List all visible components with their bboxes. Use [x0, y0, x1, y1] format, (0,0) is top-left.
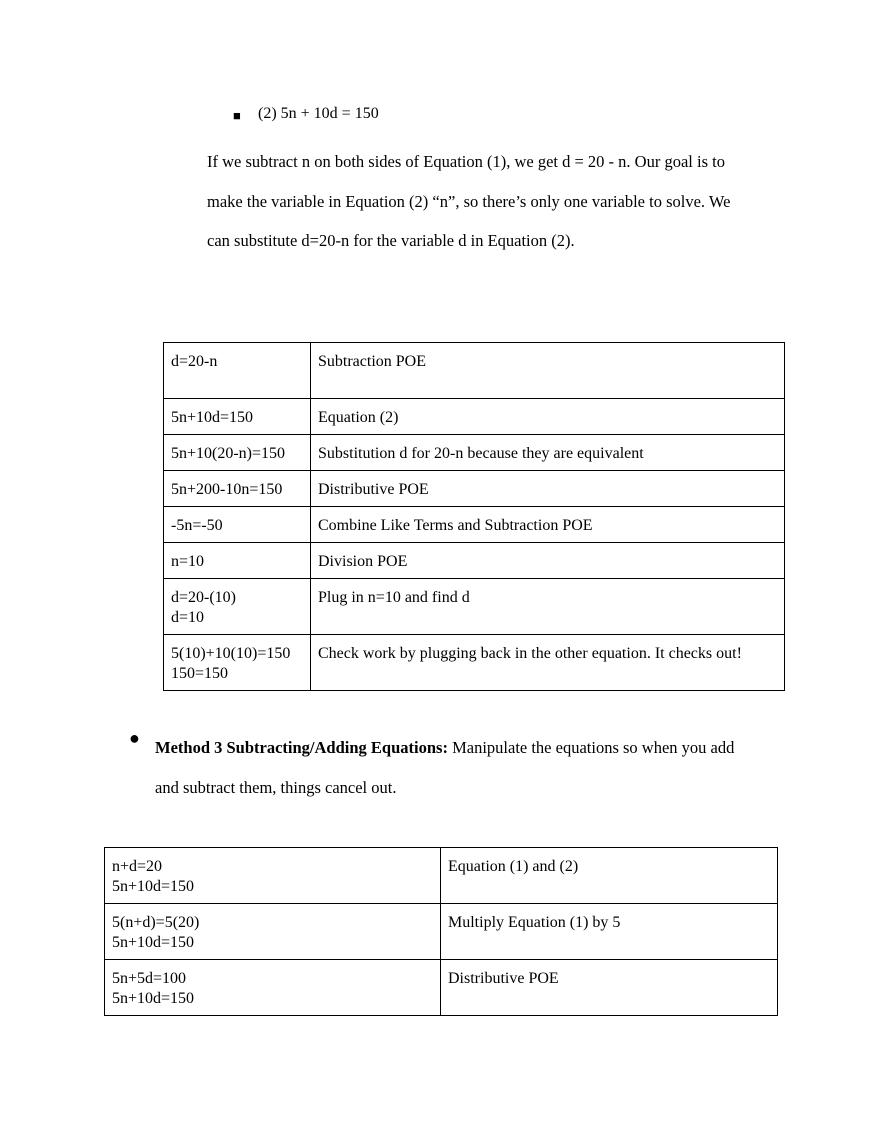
step-text: n+d=20 — [112, 858, 163, 875]
step-cell — [164, 399, 311, 435]
round-bullet-icon: ● — [129, 728, 140, 748]
step-cell — [105, 848, 441, 904]
reason-cell: Multiply Equation (1) by 5 — [441, 904, 778, 960]
reason-cell: Combine Like Terms and Subtraction POE — [311, 507, 785, 543]
method-3-description — [155, 728, 795, 807]
reason-cell: Division POE — [311, 543, 785, 579]
substitution-steps-table — [163, 342, 785, 691]
step-text: 5(10)+10(10)=150 — [171, 645, 291, 662]
step-cell — [105, 904, 441, 960]
method-3-line — [155, 728, 795, 768]
table-row — [164, 543, 785, 579]
step-text: 5n+5d=100 — [112, 970, 187, 987]
step-text: 5n+10d=150 — [112, 878, 195, 895]
table-row — [105, 904, 778, 960]
table-row — [164, 579, 785, 635]
step-cell — [164, 635, 311, 691]
elimination-steps-table — [104, 847, 778, 1016]
method-3-text: Manipulate the equations so when you add — [452, 738, 735, 757]
reason-cell: Distributive POE — [441, 960, 778, 1016]
reason-cell: Equation (2) — [311, 399, 785, 435]
step-text: 5n+200-10n=150 — [171, 481, 283, 498]
table-row — [105, 960, 778, 1016]
step-text: 5n+10d=150 — [112, 934, 195, 951]
table-row — [164, 343, 785, 399]
reason-cell: Plug in n=10 and find d — [311, 579, 785, 635]
reason-cell: Substitution d for 20-n because they are equivalent — [311, 435, 785, 471]
step-cell — [105, 960, 441, 1016]
paragraph-line: make the variable in Equation (2) “n”, so there’s only one variable to solve. We — [207, 191, 731, 211]
square-bullet-icon: ■ — [233, 108, 241, 123]
step-text: d=10 — [171, 609, 205, 626]
table-row — [164, 635, 785, 691]
step-cell — [164, 343, 311, 399]
table-row — [164, 471, 785, 507]
step-cell — [164, 507, 311, 543]
step-text: n=10 — [171, 553, 205, 570]
step-text: d=20-n — [171, 353, 218, 370]
step-text: 5n+10d=150 — [112, 990, 195, 1007]
step-text: 5n+10d=150 — [171, 409, 254, 426]
method-3-heading: Method 3 Subtracting/Adding Equations: — [155, 738, 448, 757]
step-text: -5n=-50 — [171, 517, 223, 534]
equation-2-line: (2) 5n + 10d = 150 — [258, 105, 379, 122]
explanation-paragraph — [207, 142, 807, 261]
step-cell — [164, 471, 311, 507]
step-cell — [164, 435, 311, 471]
reason-cell: Subtraction POE — [311, 343, 785, 399]
step-text: d=20-(10) — [171, 589, 237, 606]
table-row — [105, 848, 778, 904]
table-row — [164, 507, 785, 543]
reason-cell: Equation (1) and (2) — [441, 848, 778, 904]
reason-cell: Check work by plugging back in the other equation. It checks out! — [311, 635, 785, 691]
method-3-line: and subtract them, things cancel out. — [155, 777, 397, 797]
paragraph-line: If we subtract n on both sides of Equation (1), we get d = 20 - n. Our goal is to — [207, 152, 725, 171]
step-text: 5(n+d)=5(20) — [112, 914, 200, 931]
step-text: 150=150 — [171, 665, 229, 682]
step-cell — [164, 543, 311, 579]
paragraph-line: can substitute d=20-n for the variable d in Equation (2). — [207, 231, 575, 251]
table-row — [164, 399, 785, 435]
step-text: 5n+10(20-n)=150 — [171, 445, 286, 462]
table-row — [164, 435, 785, 471]
reason-cell: Distributive POE — [311, 471, 785, 507]
step-cell — [164, 579, 311, 635]
